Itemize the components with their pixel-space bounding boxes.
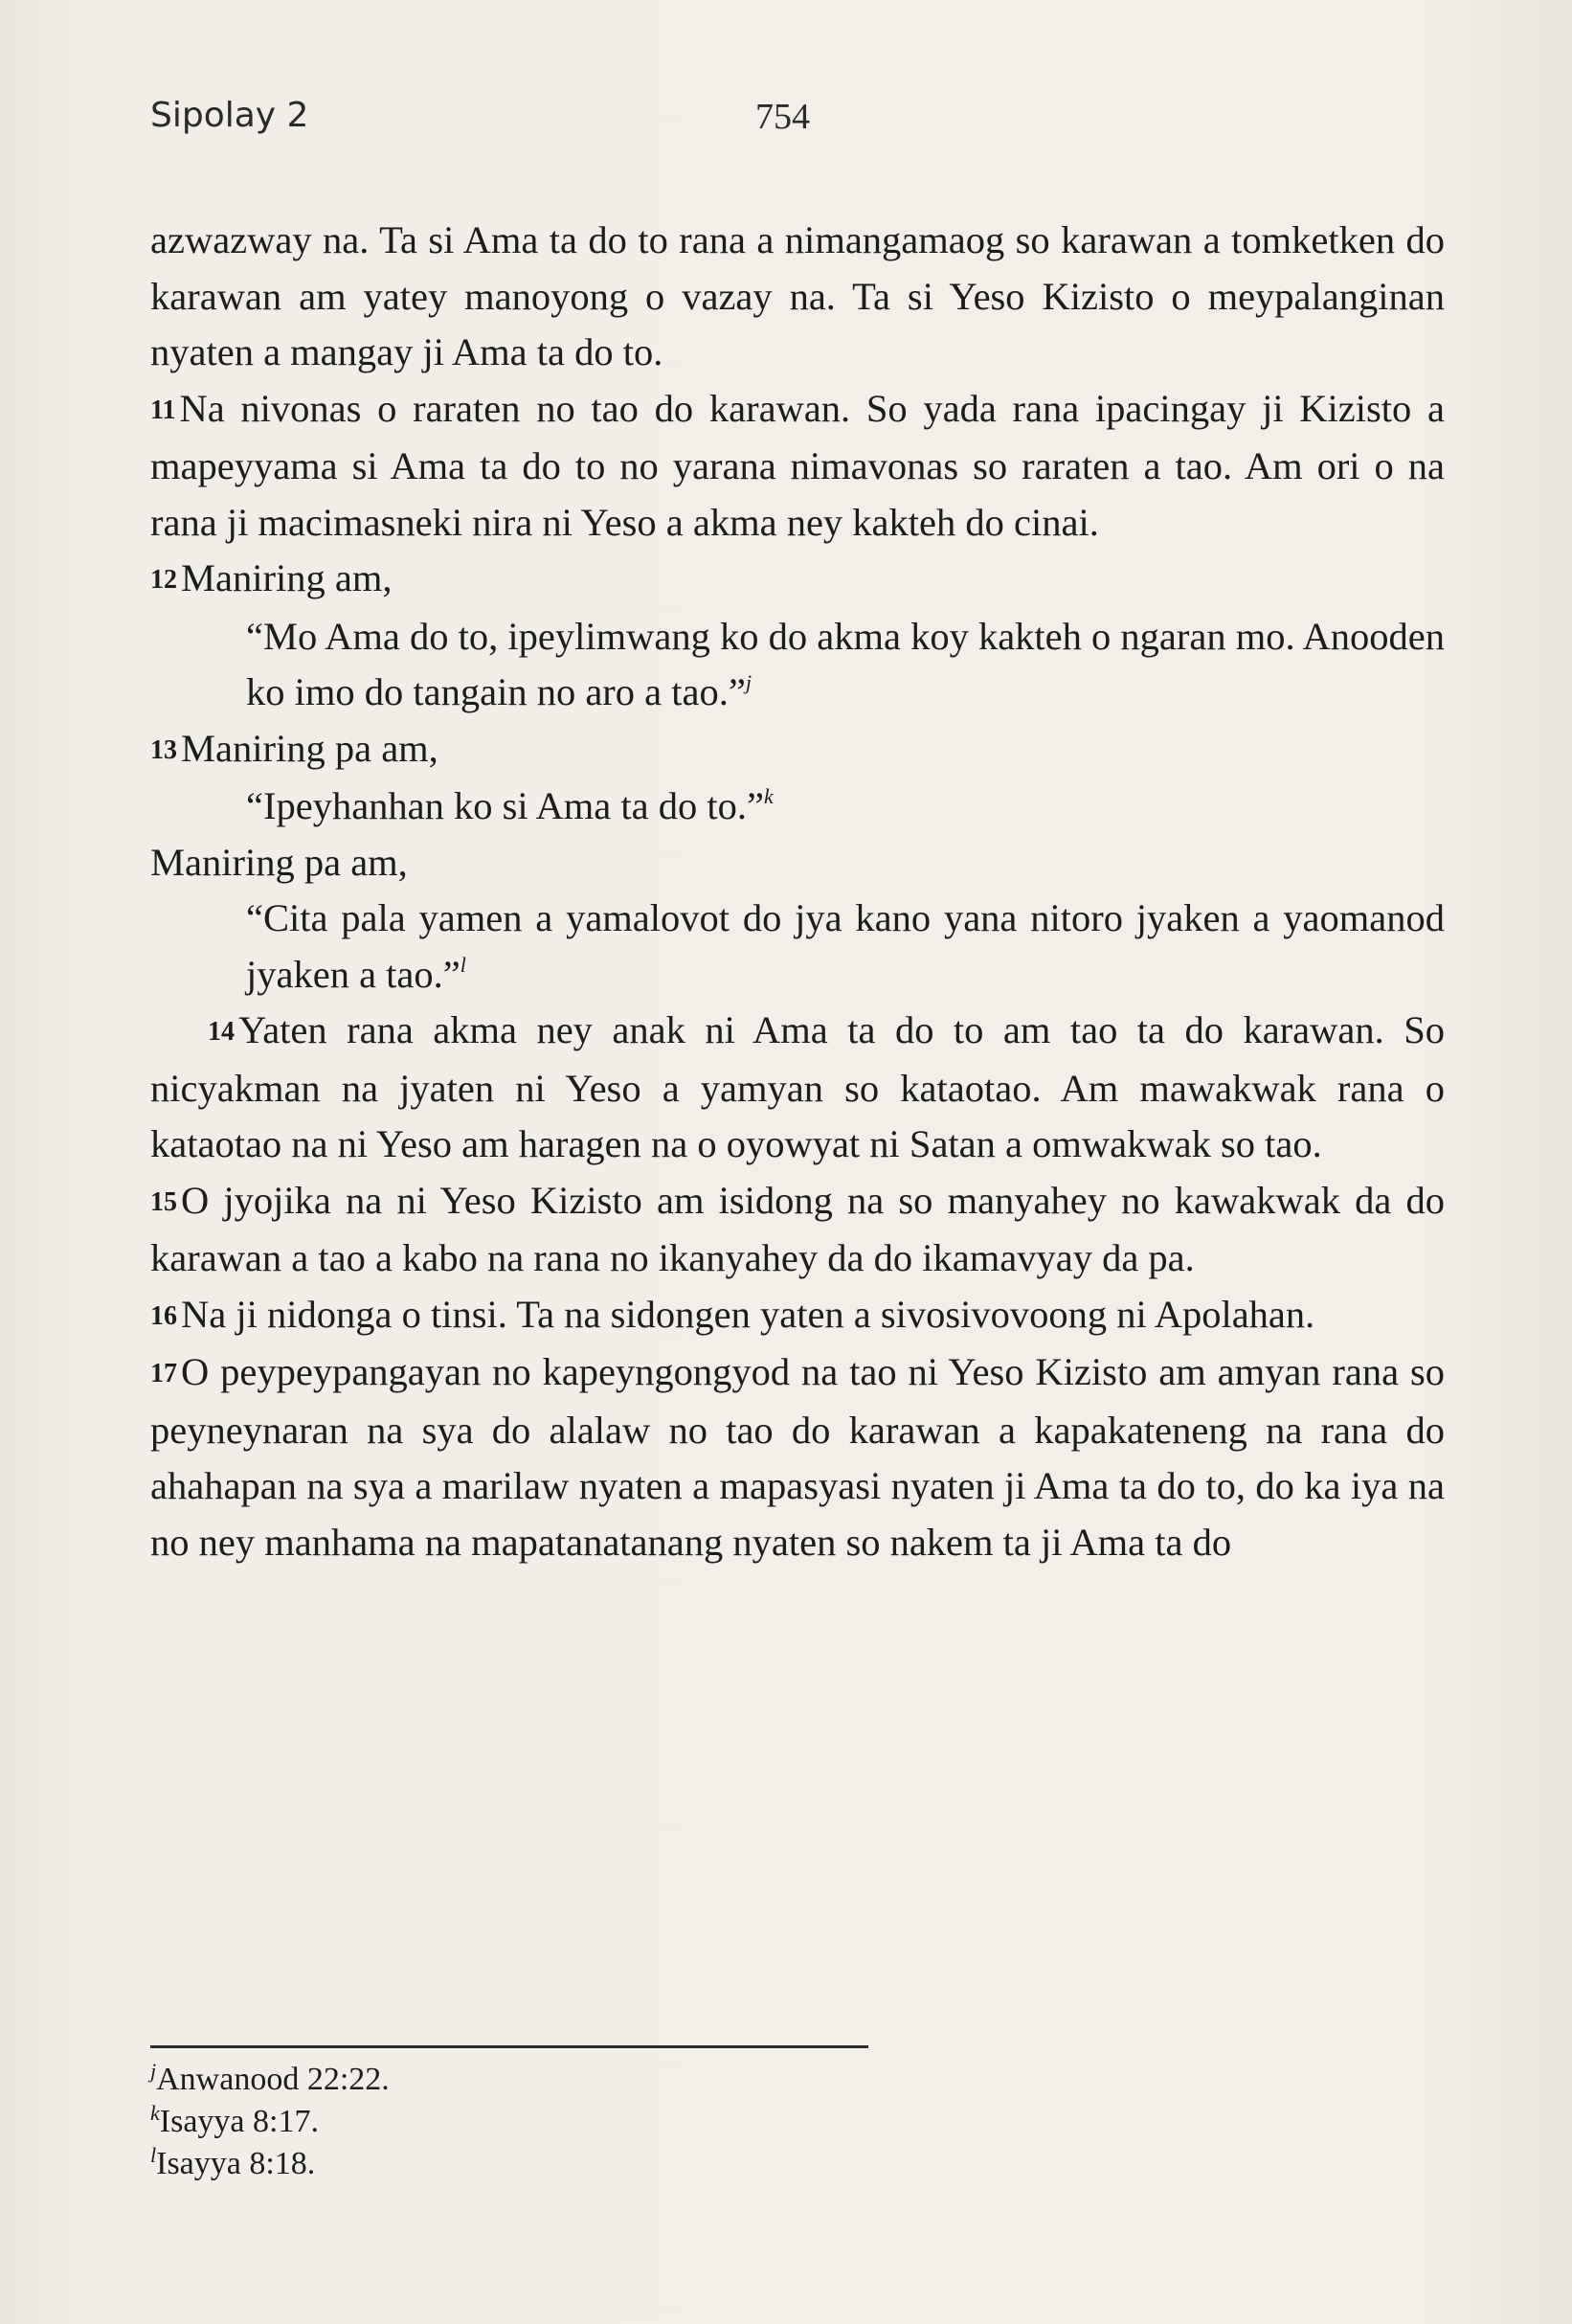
verse-number: 17 [150, 1359, 177, 1388]
verse-text: Maniring am, [181, 556, 393, 599]
verse-14 [150, 1003, 1445, 1173]
quote-text: “Cita pala yamen a yamalovot do jya kano yana nitoro jyaken a yaomanod jyaken a tao.” [246, 896, 1445, 996]
verse-number: 15 [150, 1186, 177, 1217]
verse-number: 14 [208, 1017, 235, 1047]
quote-text: “Mo Ama do to, ipeylimwang ko do akma koy kakteh o ngaran mo. Anooden ko imo do tangain no aro a tao.” [246, 614, 1445, 713]
verse-16 [150, 1287, 1445, 1345]
verse-number: 13 [150, 734, 177, 765]
footnote-ref[interactable]: Anwanood 22:22. [156, 2062, 390, 2097]
verse-text: Yaten rana akma ney anak ni Ama ta do to am tao ta do karawan. So nicyakman na jyaten ni Yeso a yamyan so kataotao. Am mawakwak rana o kataotao na ni Yeso am haragen na o oyowyat ni Satan a omwakwak so tao. [150, 1008, 1445, 1165]
scripture-text [150, 213, 1445, 1570]
footnote-mark: j [150, 2059, 157, 2083]
footnote-ref[interactable]: Isayya 8:17. [159, 2104, 319, 2139]
page-number: 754 [755, 97, 810, 137]
verse-text: Na nivonas o raraten no tao do karawan. So yada rana ipacingay ji Kizisto a mapeyyama si Ama ta do to no yarana nimavonas so raraten a tao. Am ori o na rana ji macimasneki nira ni Yeso a akma ney kakteh do cinai. [150, 386, 1445, 544]
verse-text: O jyojika na ni Yeso Kizisto am isidong na so manyahey no kawakwak da do karawan a tao a kabo na rana no ikanyahey da do ikamavyay da pa. [150, 1178, 1445, 1279]
verse-12-quote [246, 609, 1445, 721]
verse-12-intro [150, 551, 1445, 609]
footnote-marker[interactable]: k [763, 784, 774, 808]
footnote-marker[interactable]: l [460, 952, 466, 977]
verse-13-quote-1 [246, 778, 1445, 835]
footnote-divider [150, 2045, 868, 2048]
verse-13-intro [150, 721, 1445, 779]
verse-number: 11 [150, 395, 176, 425]
footnote [150, 2059, 820, 2101]
verse-13-intro-2: Maniring pa am, [150, 840, 408, 884]
verse-text: O peypeypangayan no kapeyngongyod na tao ni Yeso Kizisto am amyan rana so peyneynaran na sya do alalaw no tao do karawan a kapakateneng na rana do ahahapan na sya a marilaw nyaten a mapasyasi nyaten ji Ama ta do to, do ka iya na no ney manhama na mapatanatanang nyaten so nakem ta ji Ama ta do [150, 1350, 1445, 1564]
footnote [150, 2143, 820, 2185]
footnotes [150, 2059, 820, 2185]
verse-text: Maniring pa am, [181, 726, 438, 770]
quote-text: “Ipeyhanhan ko si Ama ta do to.” [246, 784, 764, 827]
running-header [150, 96, 1433, 144]
footnote-mark: l [150, 2143, 157, 2167]
footnote-ref[interactable]: Isayya 8:18. [156, 2146, 316, 2181]
verse-text: Na ji nidonga o tinsi. Ta na sidongen yaten a sivosivovoong ni Apolahan. [181, 1292, 1315, 1336]
paragraph-continuation: azwazway na. Ta si Ama ta do to rana a nimangamaog so karawan a tomketken do karawan am yatey manoyong o vazay na. Ta si Yeso Kizisto o meypalanginan nyaten a mangay ji Ama ta do to. [150, 218, 1445, 373]
verse-number: 12 [150, 565, 177, 595]
verse-15 [150, 1173, 1445, 1287]
footnote [150, 2101, 820, 2143]
footnote-mark: k [150, 2101, 160, 2125]
verse-number: 16 [150, 1300, 177, 1331]
verse-11 [150, 381, 1445, 552]
verse-17 [150, 1344, 1445, 1570]
verse-13-quote-2 [246, 891, 1445, 1003]
footnote-marker[interactable]: j [745, 670, 752, 694]
book-title: Sipolay 2 [150, 96, 309, 135]
